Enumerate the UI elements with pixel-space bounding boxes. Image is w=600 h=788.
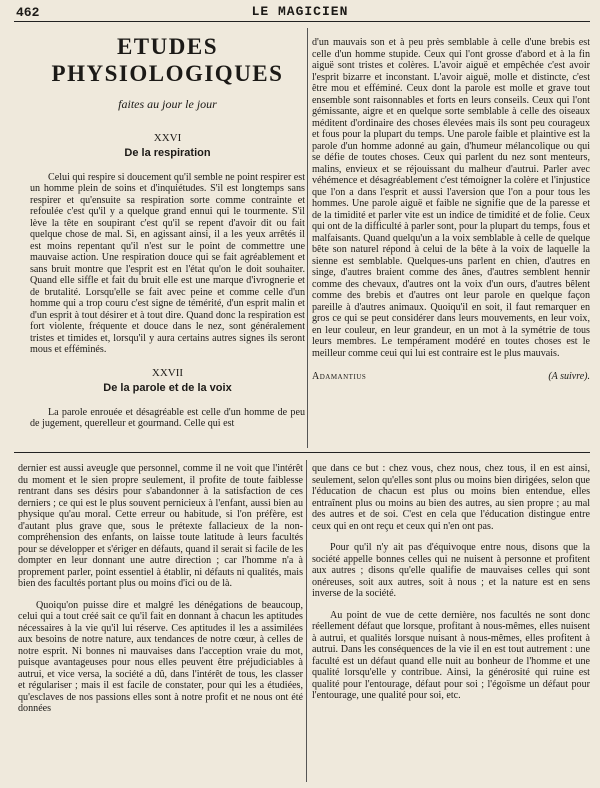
page-number: 462 bbox=[16, 5, 40, 20]
body-paragraph: que dans ce but : chez vous, chez nous, chez tous, il en est ainsi, seulement, selon qu'elles sont plus ou moins bien dirigées, selon que l'éducation de chacun est plus ou moins bien entendue, elles entraînent plus ou moins au bien des autres, au sien propre ; au mal des autres et de soi. C'est en cela que l'éducation distingue entre ceux qui en ont reçu et ceux qui n'en ont pas. bbox=[312, 463, 590, 532]
section-paragraph: d'un mauvais son et à peu près semblable à celle d'une brebis est celle d'un homme stupide. Ceux qui l'ont grosse d'abord et à la fin aiguë sont tristes et colères. L'avoir aiguë et empêchée c'est avoir l'esprit bizarre et inconstant. L'avoir aiguë, molle et distincte, c'est être mou et efféminé. Ceux dont la parole est molle et grave tout ensemble sont raisonnables et forts en leurs conseils. Ceux qui l'ont gémissante, aigre et en quelque sorte semblable à celle des oiseaux méditent d'ordinaire des choses élevées mais ils sont peu courageux et fous pour la plupart du temps. Une parole faible et plaintive est la parole d'un homme adonné au gain, d'humeur mélancolique ou qui se défie de toutes choses. Ceux qui parlent du nez sont menteurs, malins, envieux et se réjouissant du malheur d'autrui. Parler avec véhémence et désagréablement c'est témoigner la colère et l'injustice que l'on a dans l'esprit et aussi l'aversion que l'on a pour tous les hommes. Une parole aiguë et faible ne signifie que de la paresse et de la timidité et parler vite est un indice de timidité et de folie. Ceux qui ont de la difficulté à parler sont, pour la plupart du temps, fous et malfaisants. Quand quelqu'un a la voix semblable à celle de quelque bête son naturel répond à celui de la bête à la voix de laquelle la sienne est semblable. Quelques-uns parlent en chien, d'autres en singe, d'autres braient comme des ânes, d'autres semblent hennir comme des chevaux, d'autres ont la voix d'un ours, d'autres bêlent comme des brebis et d'autres ont leur parole en quelque façon pareille à d'autres animaux. Quoiqu'il en soit, il faut remarquer en gros ce qui se peut considérer dans leurs mouvements, en leur voix, en leur couleur, en leur grandeur, en un mot à la symétrie de tous leurs membres. Le tempérament modéré en toutes choses est le meilleur comme ceui qui lui est contraire est le plus mauvais. bbox=[312, 37, 590, 359]
body-paragraph: dernier est aussi aveugle que personnel, comme il ne voit que l'intérêt du moment et le sien propre seulement, il profite de toute faiblesse rentrant dans ses désirs pour s'abandonner à la satisfaction de ces derniers ; ce qui est le plus souvent pernicieux à l'enfant, aussi bien au physique qu'au moral. Cette erreur ou habitude, si l'on préfère, est d'autant plus grave que, sous le prétexte fallacieux de la non-compréhension des enfants, on laisse toute latitude à leurs facultés pour se développer et s'ériger en défauts, quand il serait si facile de les dompter en leur donnant une autre direction ; car l'homme n'a à proprement parler, point essentiel à établir, ni défauts ni qualités, mais bien des facultés portant plus ou moins d'ici ou de là. bbox=[18, 463, 303, 589]
article-signature bbox=[312, 371, 590, 383]
column-divider bbox=[307, 28, 308, 448]
lower-left-column bbox=[18, 463, 303, 715]
body-paragraph: Pour qu'il n'y ait pas d'équivoque entre nous, disons que la société appelle bonnes celles qui ne nuisent à personne et profitent aux autres ; disons qu'elle qualifie de mauvaises celles qui sont onéreuses, soit aux autres, soit à nous ; et la nature est en sens inverse de la société. bbox=[312, 542, 590, 599]
body-paragraph: Au point de vue de cette dernière, nos facultés ne sont donc réellement défaut que lorsque, profitant à nous-mêmes, elles nuisent à autrui, et qualités lorsque nuisant à nous-mêmes, elles profitent à autrui. Dans les conséquences de la vie il en est tout autrement : une faculté est un défaut quand elle nuit au bonheur de l'homme et une qualité lorsqu'elle y contribue. Ainsi, la générosité qui ruine est qualité pour l'entourage, défaut pour soi ; l'égoïsme un défaut pour l'entourage, une qualité pour soi, etc. bbox=[312, 609, 590, 701]
page-header bbox=[0, 0, 600, 22]
section-title: De la parole et de la voix bbox=[103, 382, 232, 394]
section-paragraph: Celui qui respire si doucement qu'il semble ne point respirer est un homme plein de soins et d'inquiétudes. S'il est longtemps sans respirer et qu'ensuite sa respiration sorte comme contrainte et refoulée c'est qu'il y a quelque grand ennui qui le tourmente. S'il lève la tête en soupirant c'est qu'il se repent d'avoir dit ou fait quelque chose de mal. Si, en agissant ainsi, il a les yeux arrêtés il est moins repentant qu'il n'est sur le point de commettre une mauvaise action. Une respiration douce qui se fait agréablement et sans bruit montre que l'esprit est en l'état qu'on le doit souhaiter. Quand elle siffle et fait du bruit elle est une marque d'ivrognerie et de brutalité. Lorsqu'elle se fait avec peine et comme celle d'un homme qui a trop couru c'est signe de témérité, d'un esprit malin et d'un esprit à tout désirer et à tout dire. Quand donc la respiration est fort violente, fréquente et douce dans le nez, sont généralement tristes et timides et, lorsqu'il y aura certains autres signes ils seront mous et efféminés. bbox=[30, 171, 305, 355]
section-number: XXVII bbox=[151, 366, 184, 379]
section-title: De la respiration bbox=[124, 147, 211, 159]
header-rule bbox=[14, 21, 590, 22]
article-subtitle: faites au jour le jour bbox=[118, 97, 217, 111]
section-rule bbox=[14, 452, 590, 453]
continuation-note: (A suivre). bbox=[548, 371, 590, 382]
journal-title: LE MAGICIEN bbox=[251, 4, 349, 19]
author-name: Adamantius bbox=[312, 371, 367, 382]
section-paragraph: La parole enrouée et désagréable est celle d'un homme de peu de jugement, querelleur et gourmand. Celle qui est bbox=[30, 406, 305, 429]
section-number: XXVI bbox=[153, 131, 182, 144]
body-paragraph: Quoiqu'on puisse dire et malgré les dénégations de beaucoup, celui qui a tout créé sait ce qu'il fait en donnant à chacun les aptitudes nécessaires à la vie qu'il lui réserve. Ces aptitudes il les a assimilées aux besoins de notre nature, aux tendances de notre cœur, à celles de notre esprit. Ni bonnes ni mauvaises dans l'acception vraie du mot, puisque avantageuses pour nous elles peuvent être préjudiciables à autrui, et vice versa, la société a dû, dans l'intérêt de tous, les classer et régulariser ; mais il est facile de constater, pour qui les a étudiées, qu'esclaves de nos passions elles sont à notre profit et ne nous ont été données bbox=[18, 599, 303, 714]
article-right-column bbox=[312, 37, 590, 383]
article-title: ETUDES PHYSIOLOGIQUES bbox=[51, 34, 284, 86]
column-divider bbox=[306, 460, 307, 782]
article-left-column bbox=[30, 27, 305, 430]
lower-right-column bbox=[312, 463, 590, 702]
